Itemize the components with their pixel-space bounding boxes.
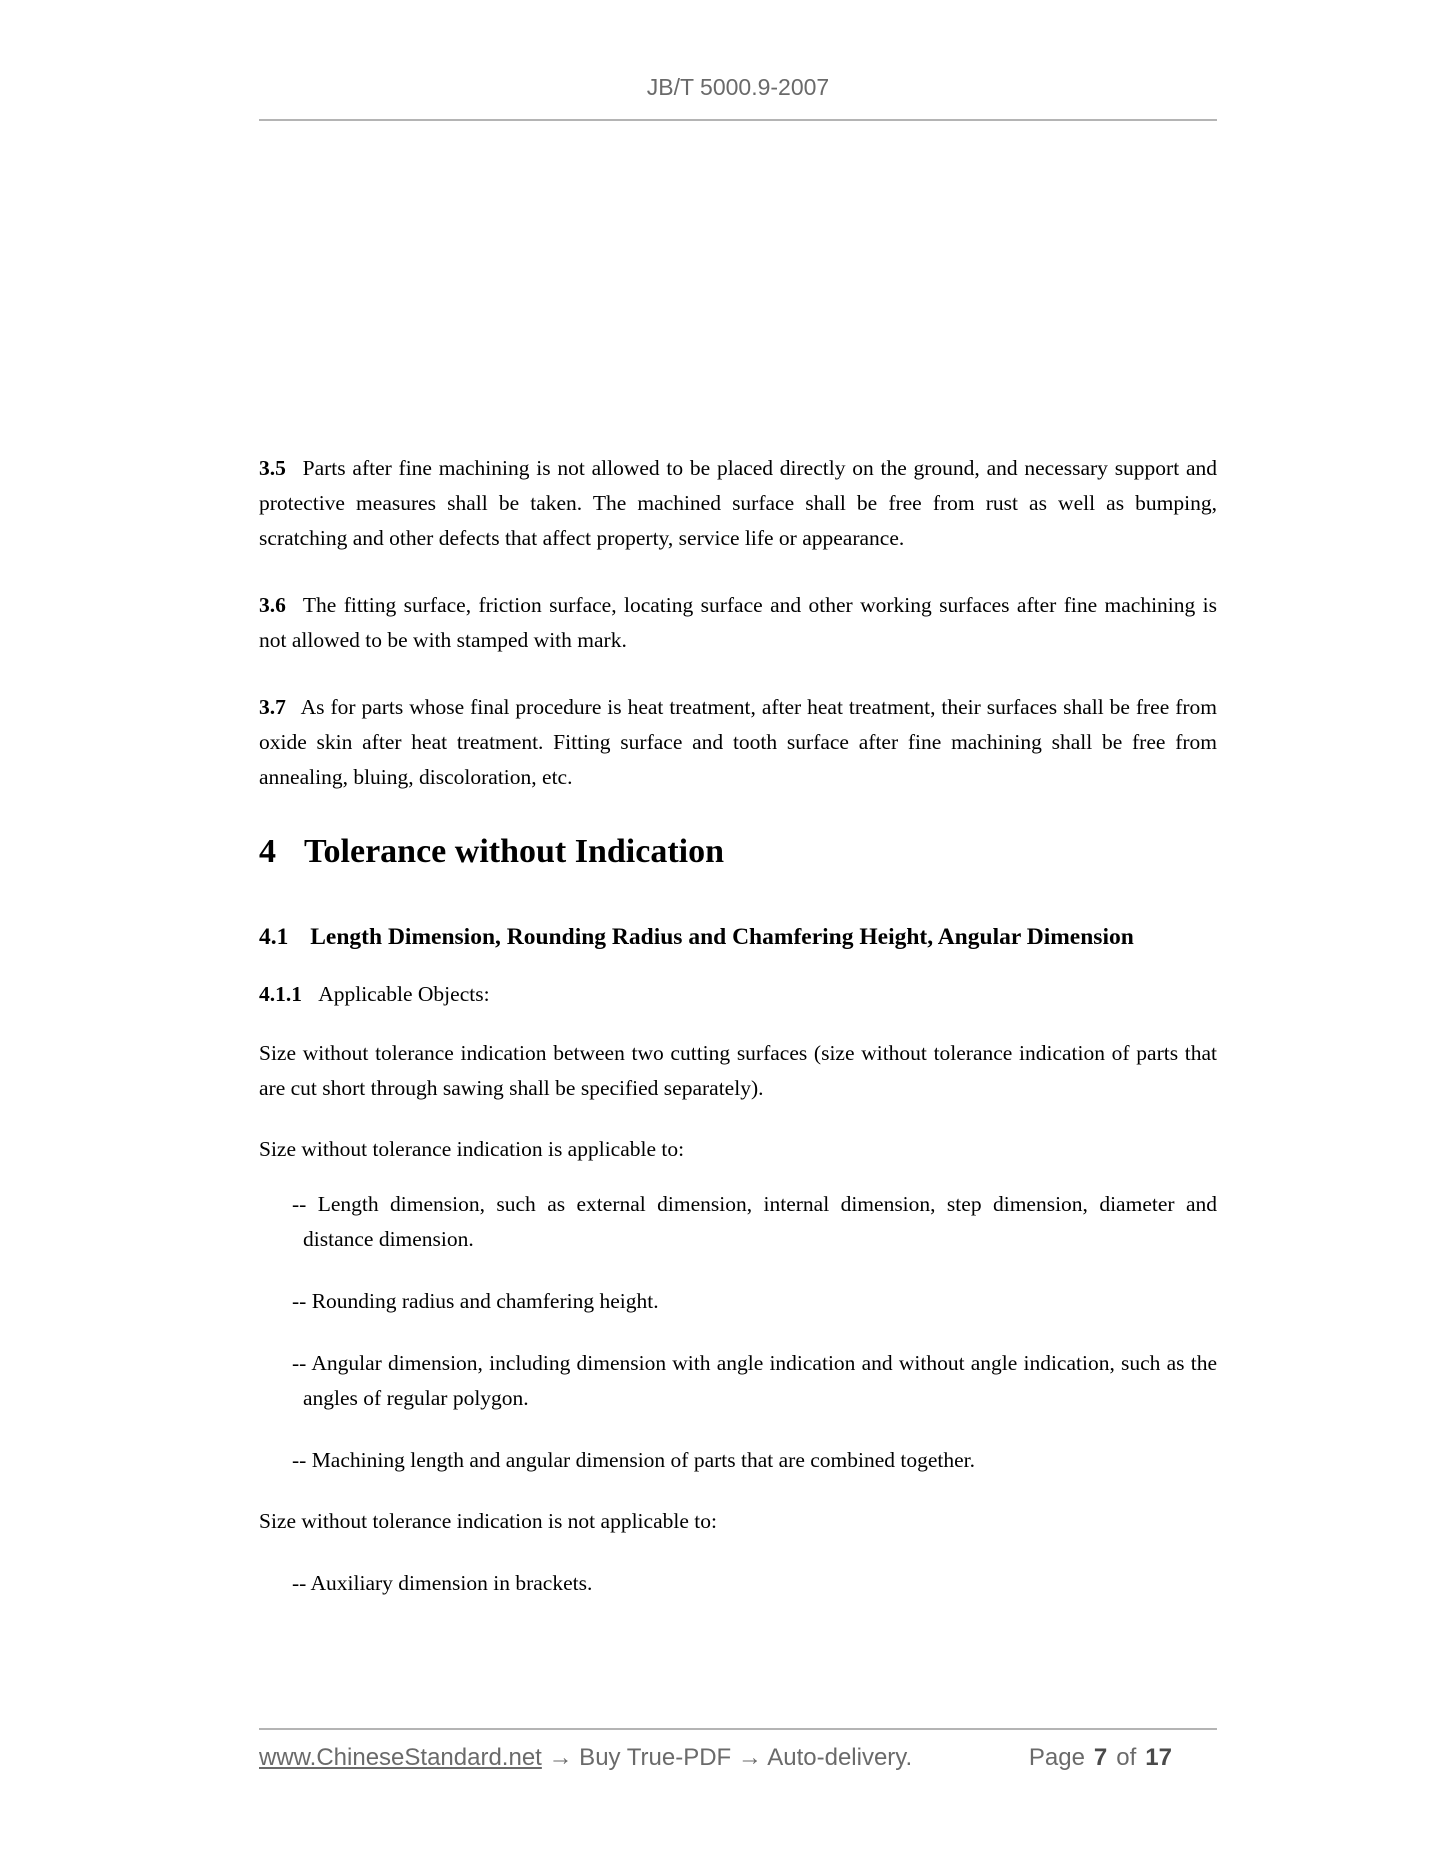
of-label: of xyxy=(1116,1744,1137,1771)
section-number: 3.6 xyxy=(259,593,286,617)
footer-tagline: → Buy True-PDF → Auto-delivery. xyxy=(541,1744,913,1771)
applicable-intro: Size without tolerance indication is applicable to: xyxy=(259,1137,685,1161)
scope-paragraph: Size without tolerance indication between two cutting surfaces (size without tolerance indication of parts that are cut short through sawing shall be specified separately). xyxy=(259,1041,1217,1100)
footer-page-info xyxy=(1029,1744,1172,1772)
section-text: The fitting surface, friction surface, locating surface and other working surfaces after fine machining is not allowed to be with stamped with mark. xyxy=(259,593,1217,652)
list-item: -- Angular dimension, including dimension with angle indication and without angle indication, such as the angles of regular polygon. xyxy=(292,1351,1217,1410)
subsubsection-title: Applicable Objects: xyxy=(318,982,490,1006)
list-item: -- Rounding radius and chamfering height. xyxy=(292,1289,659,1313)
header-rule xyxy=(259,119,1217,121)
footer-rule xyxy=(259,1728,1217,1730)
list-item: -- Machining length and angular dimension of parts that are combined together. xyxy=(292,1448,976,1472)
section-3-6 xyxy=(259,588,1217,658)
subsection-title: Length Dimension, Rounding Radius and Chamfering Height, Angular Dimension xyxy=(310,924,1134,950)
page-content xyxy=(259,0,1217,1601)
section-number: 3.5 xyxy=(259,456,286,480)
footer-left xyxy=(259,1744,912,1772)
footer-website-link[interactable]: www.ChineseStandard.net xyxy=(259,1744,542,1771)
page-total: 17 xyxy=(1145,1744,1172,1771)
page-current: 7 xyxy=(1093,1744,1108,1771)
subsubsection-heading xyxy=(259,977,1217,1012)
subsection-heading xyxy=(259,917,1217,957)
chapter-heading xyxy=(259,829,1217,875)
page-label: Page xyxy=(1028,1744,1085,1771)
list-item: -- Auxiliary dimension in brackets. xyxy=(292,1571,593,1595)
section-3-5 xyxy=(259,451,1217,556)
subsubsection-number: 4.1.1 xyxy=(259,982,302,1006)
section-number: 3.7 xyxy=(259,695,286,719)
subsection-number: 4.1 xyxy=(259,924,289,950)
list-item: -- Length dimension, such as external dimension, internal dimension, step dimension, diameter and distance dimension. xyxy=(292,1192,1217,1251)
chapter-title: Tolerance without Indication xyxy=(304,833,725,870)
section-text: As for parts whose final procedure is heat treatment, after heat treatment, their surfaces shall be free from oxide skin after heat treatment. Fitting surface and tooth surface after fine machining shall be free from annealing, bluing, discoloration, etc. xyxy=(259,695,1217,789)
section-3-7 xyxy=(259,690,1217,795)
chapter-number: 4 xyxy=(259,833,276,870)
not-applicable-list xyxy=(259,1566,1217,1601)
page-footer xyxy=(259,1744,1217,1772)
header-doc-number: JB/T 5000.9-2007 xyxy=(646,74,830,100)
not-applicable-intro: Size without tolerance indication is not applicable to: xyxy=(259,1509,717,1533)
section-text: Parts after fine machining is not allowed to be placed directly on the ground, and necessary support and protective measures shall be taken. The machined surface shall be free from rust as well as bumping, scratching and other defects that affect property, service life or appearance. xyxy=(259,456,1217,550)
applicable-list xyxy=(259,1187,1217,1478)
